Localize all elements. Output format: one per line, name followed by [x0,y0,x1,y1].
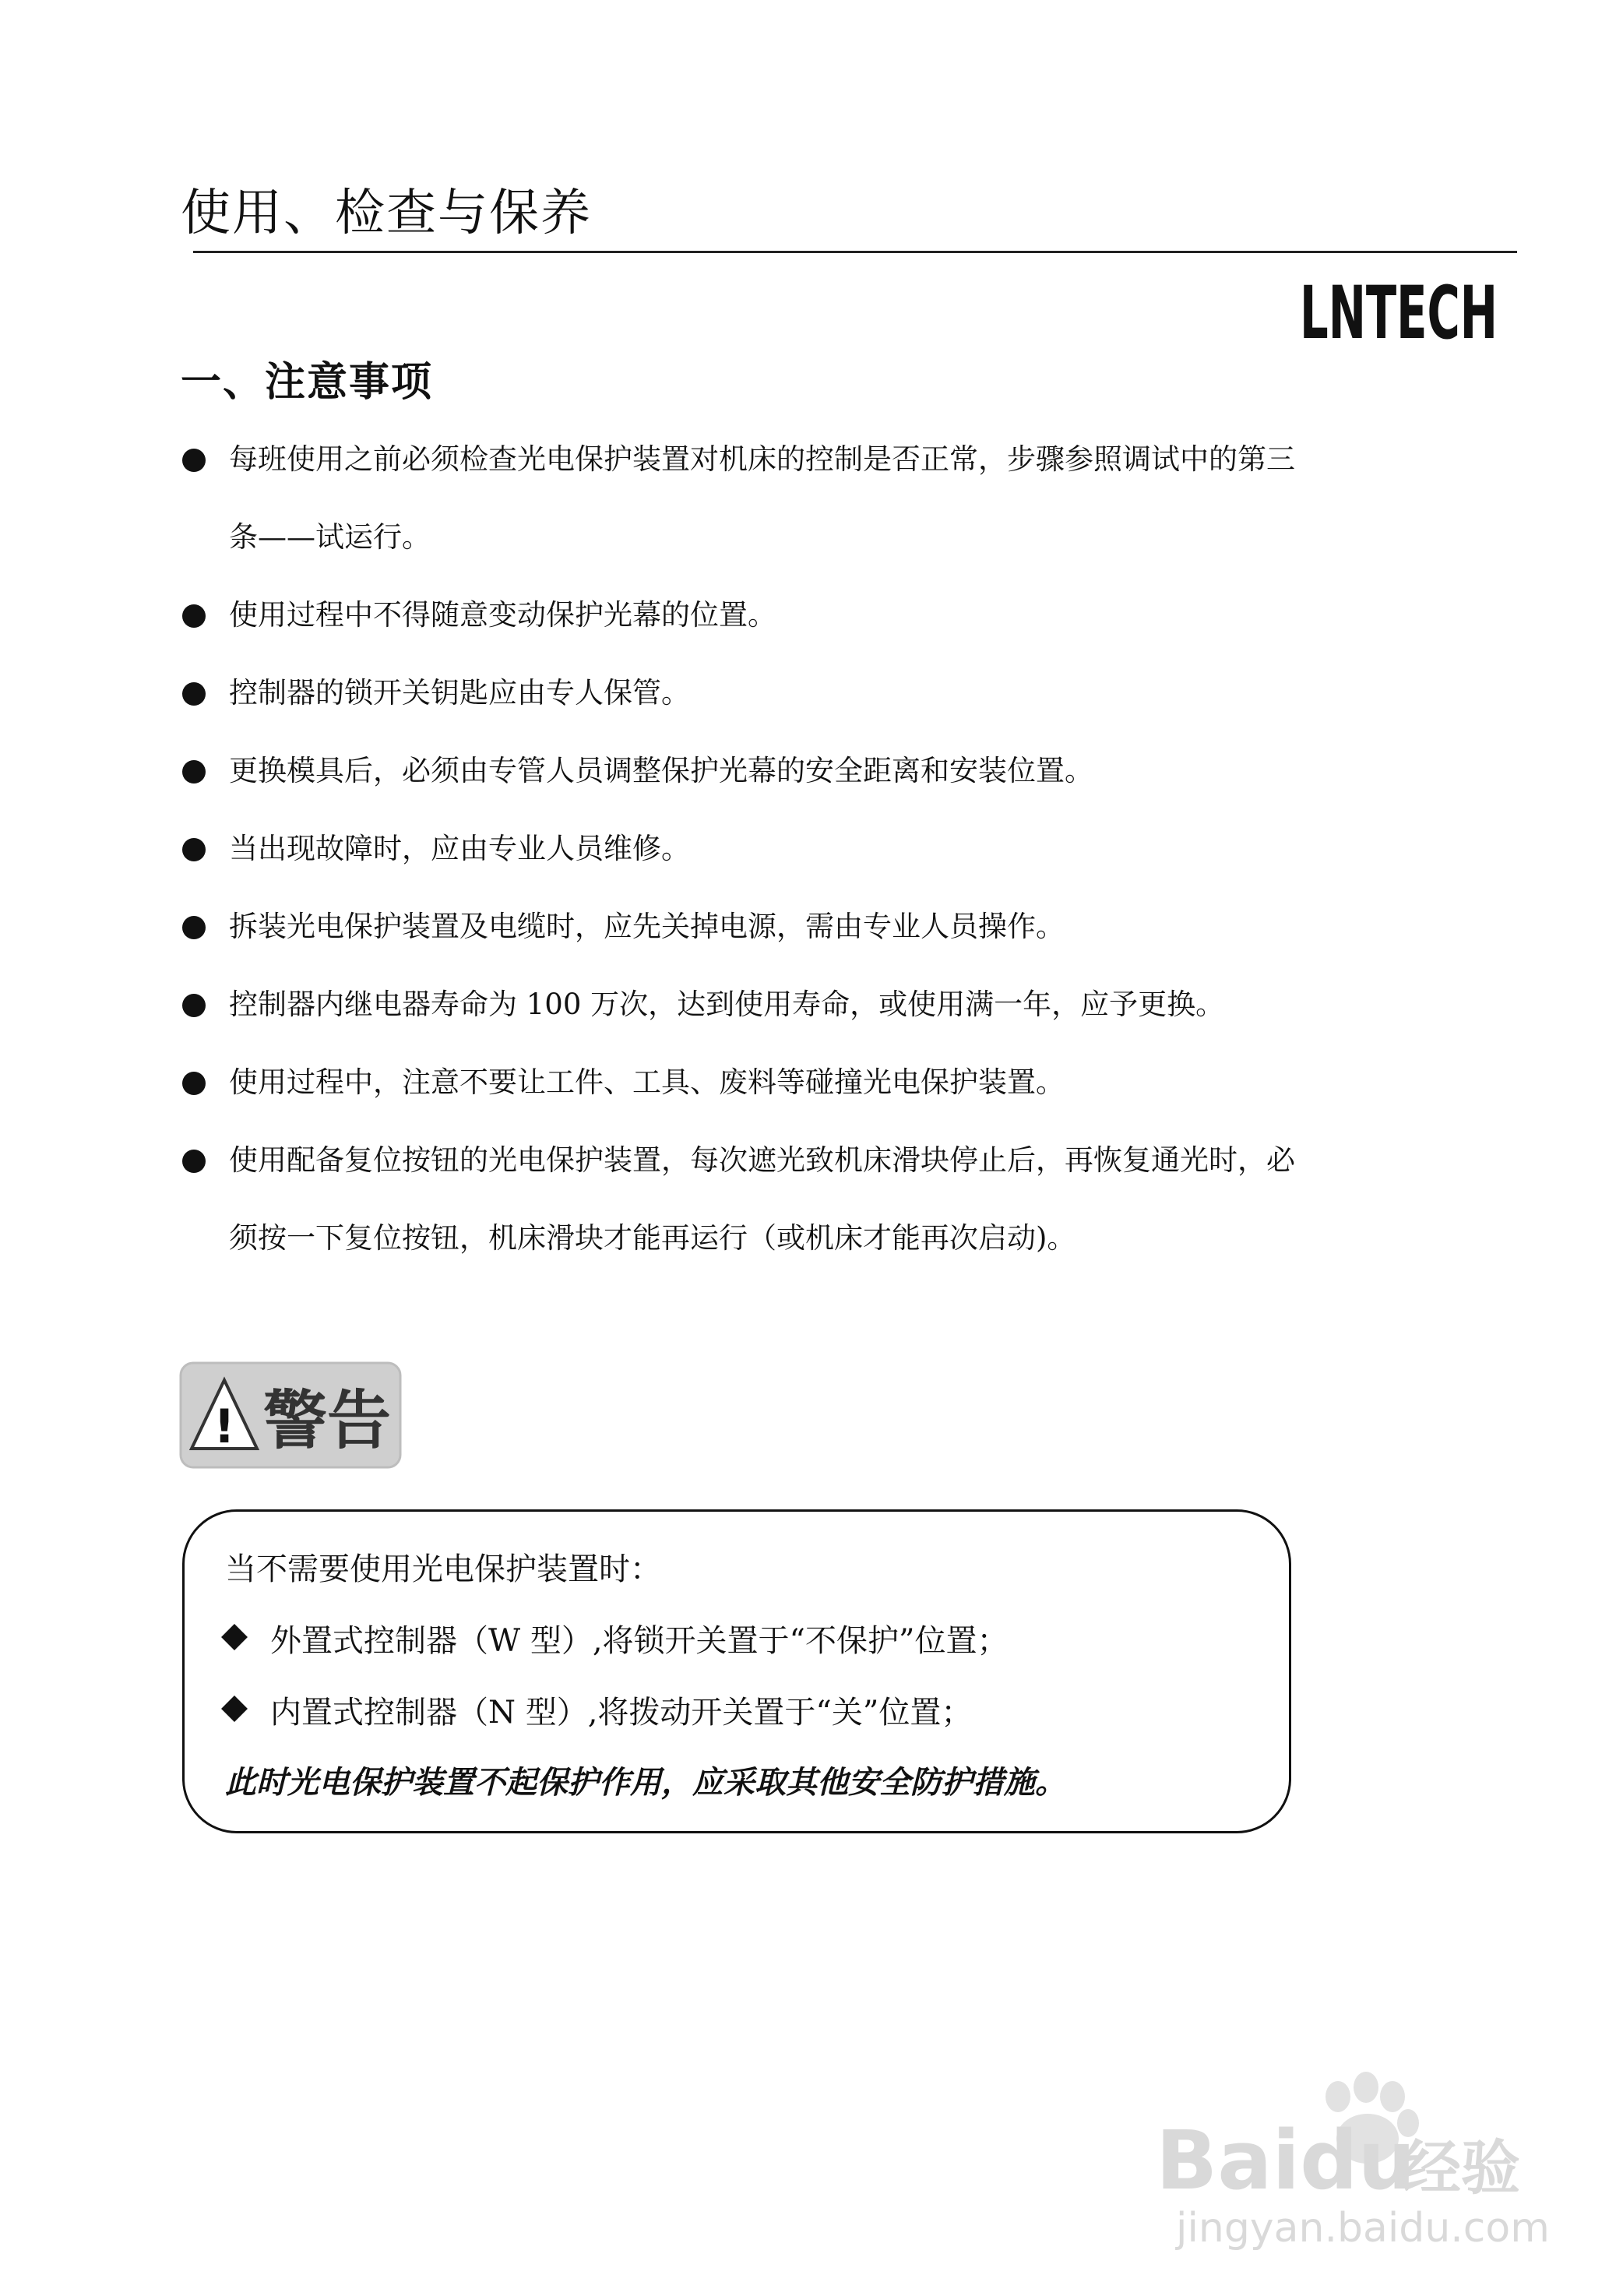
bullet-icon [182,916,206,939]
list-item [181,421,1458,576]
list-item [181,1044,1458,1122]
notice-item [225,1688,972,1732]
note-text: 每班使用之前必须检查光电保护装置对机床的控制是否正常，步骤参照调试中的第三 [229,442,1295,476]
note-text: 使用过程中不得随意变动保护光幕的位置。 [229,598,776,632]
baidu-watermark [1145,2056,1550,2251]
note-text-continued: 须按一下复位按钮，机床滑块才能再运行（或机床才能再次启动)。 [229,1221,1076,1255]
bullet-icon [182,449,206,472]
bullet-icon [182,760,206,784]
list-item [181,810,1458,888]
bullet-icon [182,994,206,1017]
bullet-icon [182,604,206,628]
note-text-continued: 条——试运行。 [229,520,431,554]
title-divider [193,251,1517,253]
lntech-logo [1299,271,1498,356]
bullet-icon [182,682,206,706]
list-item [181,732,1458,810]
note-text: 控制器的锁开关钥匙应由专人保管。 [229,676,690,710]
list-item [181,576,1458,654]
note-text: 当出现故障时，应由专业人员维修。 [229,832,690,865]
diamond-bullet-icon [221,1624,248,1650]
note-text: 拆装光电保护装置及电缆时，应先关掉电源，需由专业人员操作。 [229,910,1065,943]
notice-item-text: 外置式控制器（W 型）,将锁开关置于“不保护”位置； [270,1623,1009,1659]
watermark-url: jingyan.baidu.com [1176,2205,1550,2252]
notice-intro: 当不需要使用光电保护装置时： [225,1551,661,1587]
notice-item [225,1616,1008,1660]
watermark-brand: Baidu [1156,2113,1416,2208]
list-item [181,888,1458,966]
note-text: 使用过程中，注意不要让工件、工具、废料等碰撞光电保护装置。 [229,1065,1065,1099]
notice-item-text: 内置式控制器（N 型）,将拨动开关置于“关”位置； [270,1695,973,1731]
note-text: 使用配备复位按钮的光电保护装置，每次遮光致机床滑块停止后，再恢复通光时，必 [229,1143,1295,1177]
list-item [181,654,1458,732]
note-text: 更换模具后，必须由专管人员调整保护光幕的安全距离和安装位置。 [229,754,1093,787]
warning-badge [179,1361,402,1469]
warning-label: 警告 [262,1384,392,1458]
notes-list [181,421,1458,1277]
section-heading: 一、注意事项 [181,358,434,406]
list-item [181,1122,1458,1277]
notice-emphasis: 此时光电保护装置不起保护作用，应采取其他安全防护措施。 [225,1765,1066,1801]
bullet-icon [182,1072,206,1095]
warning-symbol: ! [213,1400,235,1454]
list-item [181,966,1458,1044]
logo-text: LNTECH [1300,271,1498,356]
watermark-suffix: 经验 [1402,2133,1520,2203]
bullet-icon [182,838,206,861]
diamond-bullet-icon [221,1696,248,1722]
page-title: 使用、检查与保养 [181,185,592,242]
warning-notice-box [182,1509,1291,1833]
note-text: 控制器内继电器寿命为 100 万次，达到使用寿命，或使用满一年，应予更换。 [229,988,1225,1021]
bullet-icon [182,1150,206,1173]
